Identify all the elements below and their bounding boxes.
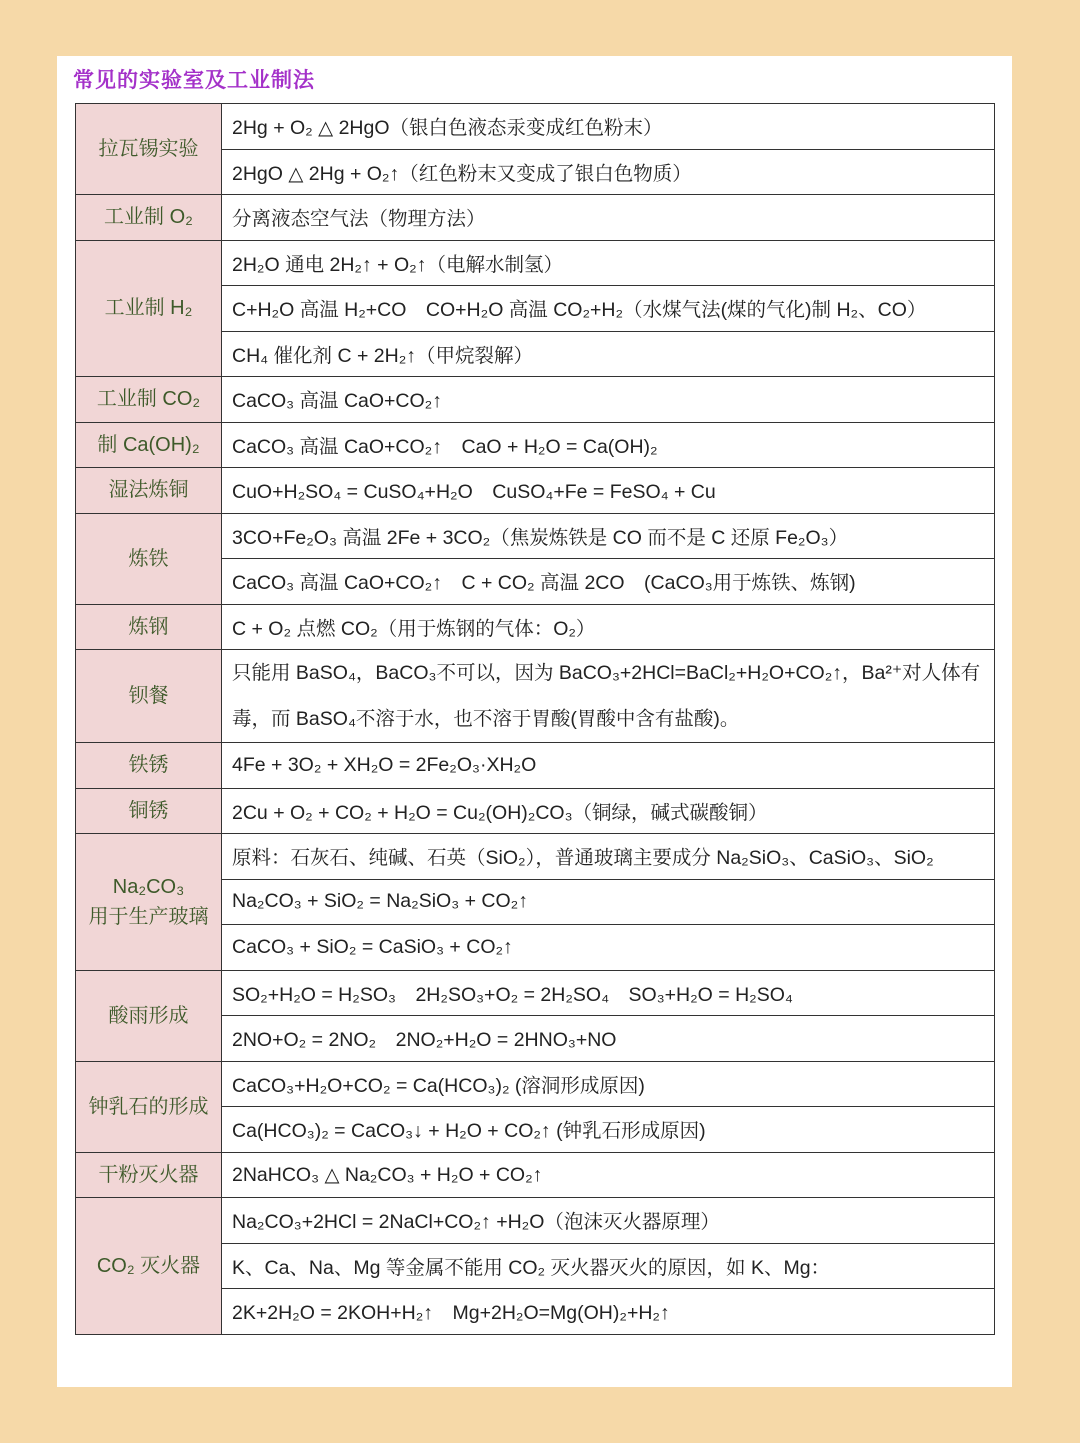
category-cell [76, 513, 222, 604]
category-label: 铁锈 [128, 754, 169, 777]
page-title: 常见的实验室及工业制法 [73, 69, 315, 92]
table-row [76, 743, 995, 789]
equation-cell: 2K+2H₂O = 2KOH+H₂↑ Mg+2H₂O=Mg(OH)₂+H₂↑ [222, 1289, 995, 1335]
equation-cell: Na₂CO₃+2HCl = 2NaCl+CO₂↑ +H₂O（泡沫灭火器原理） [222, 1198, 995, 1244]
document-sheet [57, 56, 1012, 1387]
equation-cell: 分离液态空气法（物理方法） [222, 195, 995, 241]
table-row [76, 468, 995, 514]
table-row [76, 422, 995, 468]
equation-cell: CH₄ 催化剂 C + 2H₂↑（甲烷裂解） [222, 331, 995, 377]
table-row [76, 1152, 995, 1198]
category-label: 钡餐 [128, 685, 169, 707]
category-cell [76, 1152, 222, 1198]
category-label: 用于生产玻璃 [88, 905, 209, 928]
table-row [76, 195, 995, 241]
equation-cell: 原料：石灰石、纯碱、石英（SiO₂），普通玻璃主要成分 Na₂SiO₃、CaSiO₃、SiO₂ [222, 834, 995, 880]
equation-cell: C + O₂ 点燃 CO₂（用于炼钢的气体：O₂） [222, 604, 995, 650]
category-label: 铜锈 [128, 799, 169, 822]
equation-cell: 2HgO △ 2Hg + O₂↑（红色粉末又变成了银白色物质） [222, 149, 995, 195]
category-cell [76, 468, 222, 514]
category-label: 钟乳石的形成 [88, 1095, 209, 1118]
category-cell [76, 788, 222, 834]
equation-cell: 2NO+O₂ = 2NO₂ 2NO₂+H₂O = 2HNO₃+NO [222, 1016, 995, 1062]
table-row [76, 377, 995, 423]
category-label: 湿法炼铜 [108, 479, 189, 502]
category-cell [76, 104, 222, 195]
equation-cell: K、Ca、Na、Mg 等金属不能用 CO₂ 灭火器灭火的原因，如 K、Mg： [222, 1243, 995, 1289]
equation-cell: 2NaHCO₃ △ Na₂CO₃ + H₂O + CO₂↑ [222, 1152, 995, 1198]
category-label: 炼铁 [128, 547, 169, 570]
table-row [76, 604, 995, 650]
category-label: 酸雨形成 [108, 1004, 189, 1027]
category-cell [76, 377, 222, 423]
equation-cell: CaCO₃ + SiO₂ = CaSiO₃ + CO₂↑ [222, 925, 995, 971]
category-cell [76, 195, 222, 241]
equation-cell: CaCO₃ 高温 CaO+CO₂↑ CaO + H₂O = Ca(OH)₂ [222, 422, 995, 468]
category-cell [76, 970, 222, 1061]
category-label: 工业制 O₂ [104, 206, 193, 229]
category-cell [76, 743, 222, 789]
table-row [76, 970, 995, 1016]
equation-cell: 2Cu + O₂ + CO₂ + H₂O = Cu₂(OH)₂CO₃（铜绿，碱式碳酸铜） [222, 788, 995, 834]
category-label: 制 Ca(OH)₂ [97, 433, 200, 456]
equation-cell: 3CO+Fe₂O₃ 高温 2Fe + 3CO₂（焦炭炼铁是 CO 而不是 C 还原 Fe₂O₃） [222, 513, 995, 559]
formula-table-body [76, 104, 995, 1335]
equation-cell: 2Hg + O₂ △ 2HgO（银白色液态汞变成红色粉末） [222, 104, 995, 150]
equation-cell: 4Fe + 3O₂ + XH₂O = 2Fe₂O₃·XH₂O [222, 743, 995, 789]
equation-cell: CaCO₃ 高温 CaO+CO₂↑ C + CO₂ 高温 2CO (CaCO₃用于炼铁、炼钢) [222, 559, 995, 605]
table-row [76, 1061, 995, 1107]
category-label: 炼钢 [128, 615, 169, 638]
table-row [76, 1198, 995, 1244]
equation-cell: 2H₂O 通电 2H₂↑ + O₂↑（电解水制氢） [222, 240, 995, 286]
equation-cell: Na₂CO₃ + SiO₂ = Na₂SiO₃ + CO₂↑ [222, 879, 995, 925]
category-label: Na₂CO₃ [112, 875, 185, 898]
equation-cell: CaCO₃+H₂O+CO₂ = Ca(HCO₃)₂ (溶洞形成原因) [222, 1061, 995, 1107]
equation-cell: C+H₂O 高温 H₂+CO CO+H₂O 高温 CO₂+H₂（水煤气法(煤的气化)制 H₂、CO） [222, 286, 995, 332]
table-row [76, 104, 995, 150]
equation-cell: CuO+H₂SO₄ = CuSO₄+H₂O CuSO₄+Fe = FeSO₄ + Cu [222, 468, 995, 514]
category-cell [76, 1061, 222, 1152]
equation-cell: Ca(HCO₃)₂ = CaCO₃↓ + H₂O + CO₂↑ (钟乳石形成原因) [222, 1107, 995, 1153]
table-row [76, 834, 995, 880]
category-cell [76, 834, 222, 971]
table-row [76, 240, 995, 286]
category-cell [76, 650, 222, 743]
category-label: 干粉灭火器 [98, 1163, 199, 1186]
category-label: CO₂ 灭火器 [96, 1254, 201, 1277]
table-row [76, 513, 995, 559]
category-label: 工业制 H₂ [104, 297, 193, 320]
category-label: 工业制 CO₂ [96, 388, 201, 411]
category-cell [76, 604, 222, 650]
equation-cell: 只能用 BaSO₄，BaCO₃不可以，因为 BaCO₃+2HCl=BaCl₂+H₂O+CO₂↑，Ba²⁺对人体有毒，而 BaSO₄不溶于水，也不溶于胃酸(胃酸中含有盐酸)。 [222, 650, 995, 743]
category-cell [76, 422, 222, 468]
category-label: 拉瓦锡实验 [98, 138, 199, 160]
table-row [76, 788, 995, 834]
category-cell [76, 240, 222, 377]
equation-cell: SO₂+H₂O = H₂SO₃ 2H₂SO₃+O₂ = 2H₂SO₄ SO₃+H₂O = H₂SO₄ [222, 970, 995, 1016]
category-cell [76, 1198, 222, 1335]
formula-table [75, 103, 995, 1335]
equation-cell: CaCO₃ 高温 CaO+CO₂↑ [222, 377, 995, 423]
